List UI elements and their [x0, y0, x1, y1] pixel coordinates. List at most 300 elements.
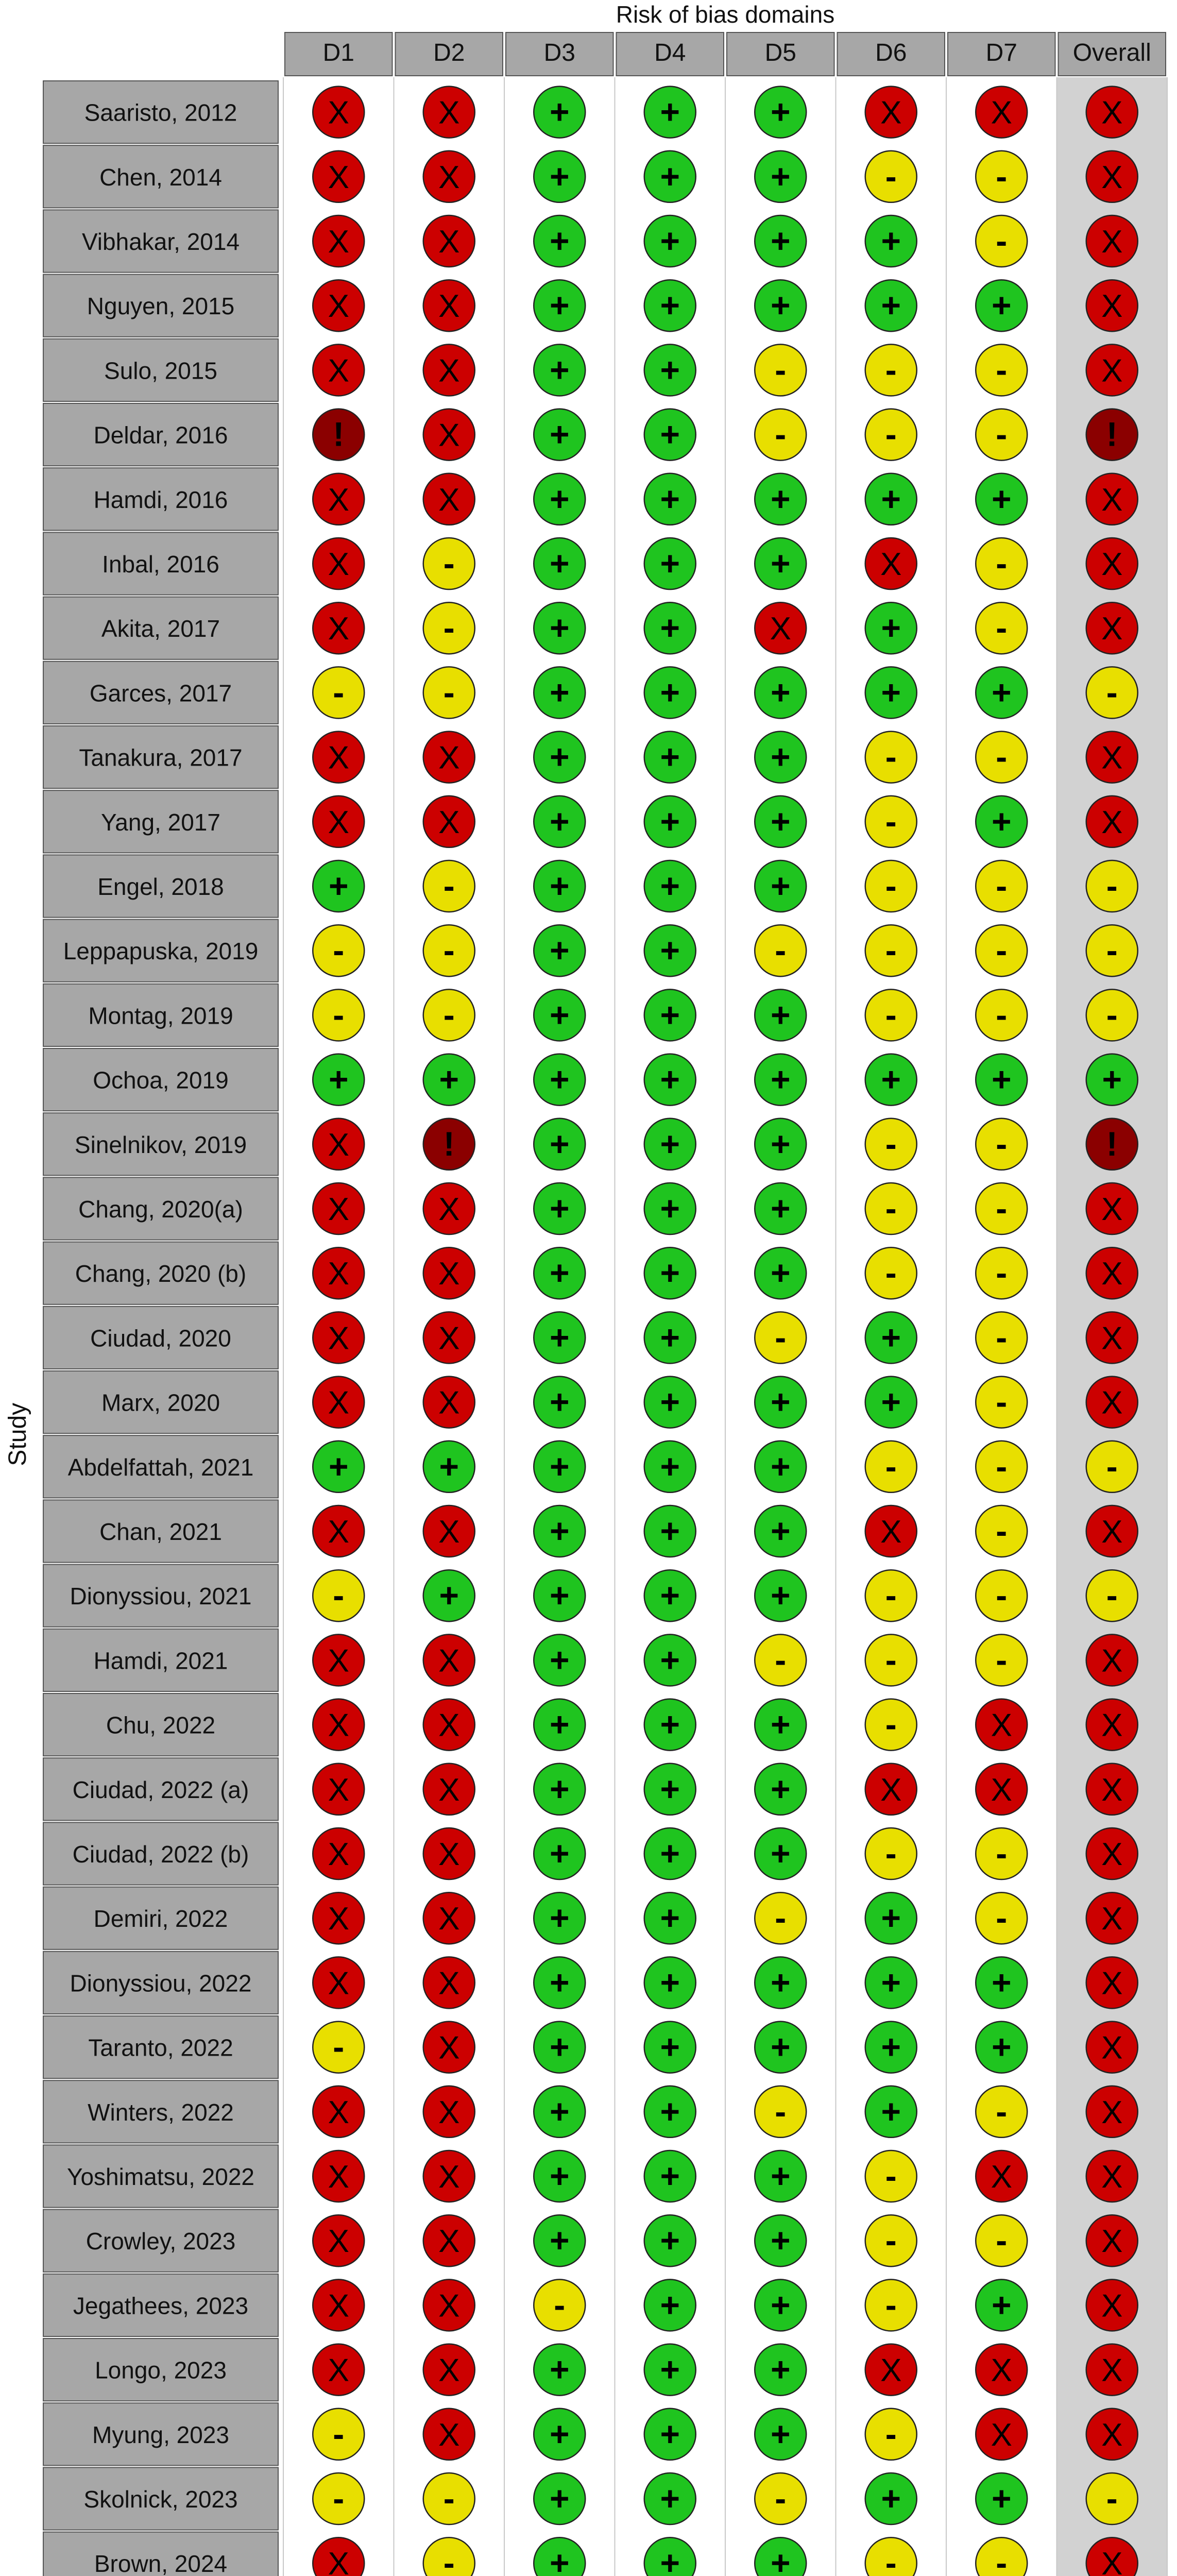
- judgement-symbol-serious: X: [328, 1707, 349, 1743]
- judgement-symbol-moderate: -: [996, 1124, 1008, 1163]
- judgement-symbol-serious: X: [328, 1514, 349, 1550]
- judgement-symbol-moderate: -: [554, 2285, 566, 2324]
- judgement-symbol-serious: X: [328, 1772, 349, 1808]
- column-header-d7: D7: [985, 39, 1017, 66]
- judgement-symbol-moderate: -: [775, 2092, 787, 2130]
- judgement-symbol-low: +: [660, 1640, 680, 1679]
- judgement-symbol-serious: X: [438, 1643, 460, 1679]
- judgement-symbol-low: +: [660, 2157, 680, 2195]
- study-label: Leppapuska, 2019: [63, 938, 259, 965]
- judgement-symbol-serious: X: [328, 1127, 349, 1163]
- judgement-symbol-moderate: -: [996, 350, 1008, 389]
- judgement-symbol-low: +: [660, 931, 680, 970]
- judgement-symbol-low: +: [770, 2544, 791, 2576]
- judgement-symbol-serious: X: [438, 289, 460, 325]
- judgement-symbol-low: +: [549, 1512, 570, 1550]
- judgement-symbol-low: +: [439, 1447, 459, 1485]
- judgement-symbol-low: +: [660, 995, 680, 1034]
- judgement-symbol-moderate: -: [996, 737, 1008, 776]
- judgement-symbol-low: +: [991, 802, 1012, 840]
- judgement-symbol-low: +: [660, 1447, 680, 1485]
- judgement-symbol-low: +: [770, 802, 791, 840]
- judgement-symbol-low: +: [660, 1705, 680, 1743]
- judgement-symbol-low: +: [770, 1512, 791, 1550]
- judgement-symbol-serious: X: [1101, 1901, 1123, 1937]
- judgement-symbol-serious: X: [991, 2159, 1012, 2195]
- judgement-symbol-moderate: -: [996, 222, 1008, 260]
- judgement-symbol-low: +: [660, 1576, 680, 1615]
- judgement-symbol-low: +: [549, 1640, 570, 1679]
- judgement-symbol-moderate: -: [775, 350, 787, 389]
- judgement-symbol-low: +: [770, 2414, 791, 2453]
- study-label: Montag, 2019: [88, 1002, 233, 1029]
- judgement-symbol-serious: X: [328, 482, 349, 518]
- study-label: Hamdi, 2021: [93, 1647, 228, 1674]
- judgement-symbol-serious: X: [1101, 2546, 1123, 2576]
- judgement-symbol-serious: X: [438, 1772, 460, 1808]
- judgement-symbol-low: +: [660, 1769, 680, 1808]
- judgement-symbol-low: +: [660, 544, 680, 582]
- column-header-d3: D3: [543, 39, 575, 66]
- judgement-symbol-moderate: -: [775, 931, 787, 970]
- study-label: Hamdi, 2016: [93, 486, 228, 513]
- judgement-symbol-serious: X: [1101, 2288, 1123, 2324]
- judgement-symbol-moderate: -: [885, 1576, 897, 1615]
- judgement-symbol-moderate: -: [775, 1640, 787, 1679]
- judgement-symbol-serious: X: [1101, 1707, 1123, 1743]
- judgement-symbol-serious: X: [438, 1514, 460, 1550]
- judgement-symbol-low: +: [770, 1253, 791, 1292]
- study-label: Crowley, 2023: [86, 2228, 236, 2255]
- judgement-symbol-low: +: [770, 1834, 791, 1872]
- judgement-symbol-serious: X: [328, 1256, 349, 1292]
- study-label: Chu, 2022: [106, 1711, 216, 1739]
- judgement-symbol-serious: X: [328, 804, 349, 840]
- judgement-symbol-moderate: -: [333, 931, 345, 970]
- judgement-symbol-low: +: [328, 1060, 349, 1098]
- judgement-symbol-serious: X: [438, 417, 460, 453]
- judgement-symbol-low: +: [549, 350, 570, 389]
- judgement-symbol-moderate: -: [333, 995, 345, 1034]
- judgement-symbol-moderate: -: [885, 867, 897, 905]
- judgement-symbol-serious: X: [991, 95, 1012, 131]
- judgement-symbol-moderate: -: [996, 1189, 1008, 1227]
- judgement-symbol-serious: X: [328, 1643, 349, 1679]
- judgement-symbol-serious: X: [438, 2352, 460, 2388]
- judgement-symbol-serious: X: [438, 1320, 460, 1357]
- judgement-symbol-serious: X: [1101, 1965, 1123, 2002]
- judgement-symbol-serious: X: [1101, 159, 1123, 195]
- judgement-symbol-moderate: -: [996, 1576, 1008, 1615]
- judgement-symbol-low: +: [660, 1963, 680, 2002]
- study-label: Winters, 2022: [88, 2098, 234, 2126]
- judgement-symbol-low: +: [549, 1963, 570, 2002]
- judgement-symbol-low: +: [660, 2350, 680, 2388]
- column-header-d1: D1: [322, 39, 354, 66]
- judgement-symbol-moderate: -: [885, 157, 897, 195]
- judgement-symbol-moderate: -: [885, 2285, 897, 2324]
- study-label: Yang, 2017: [101, 808, 220, 836]
- judgement-symbol-serious: X: [991, 2417, 1012, 2453]
- column-header-d6: D6: [875, 39, 907, 66]
- judgement-symbol-moderate: -: [885, 1447, 897, 1485]
- column-header-d5: D5: [764, 39, 796, 66]
- judgement-symbol-serious: X: [328, 1901, 349, 1937]
- judgement-symbol-serious: X: [328, 1192, 349, 1227]
- judgement-symbol-serious: X: [880, 1772, 902, 1808]
- judgement-symbol-serious: X: [438, 1837, 460, 1872]
- judgement-symbol-moderate: -: [443, 2544, 455, 2576]
- study-label: Ciudad, 2022 (b): [72, 1841, 249, 1868]
- study-label: Vibhakar, 2014: [81, 228, 240, 255]
- judgement-symbol-low: +: [770, 1124, 791, 1163]
- judgement-symbol-low: +: [660, 479, 680, 518]
- judgement-symbol-low: +: [660, 92, 680, 131]
- judgement-symbol-moderate: -: [996, 1382, 1008, 1421]
- judgement-symbol-serious: X: [880, 2352, 902, 2388]
- judgement-symbol-low: +: [549, 1769, 570, 1808]
- judgement-symbol-serious: X: [1101, 289, 1123, 325]
- judgement-symbol-serious: X: [328, 2288, 349, 2324]
- judgement-symbol-low: +: [549, 1060, 570, 1098]
- judgement-symbol-moderate: -: [885, 2221, 897, 2260]
- judgement-symbol-serious: X: [328, 740, 349, 776]
- judgement-symbol-low: +: [549, 608, 570, 647]
- column-header-d2: D2: [433, 39, 465, 66]
- judgement-symbol-moderate: -: [996, 1640, 1008, 1679]
- judgement-symbol-serious: X: [328, 2546, 349, 2576]
- judgement-symbol-serious: X: [438, 482, 460, 518]
- judgement-symbol-moderate: -: [1106, 995, 1118, 1034]
- judgement-symbol-low: +: [770, 544, 791, 582]
- judgement-symbol-serious: X: [438, 2288, 460, 2324]
- judgement-symbol-low: +: [991, 286, 1012, 325]
- judgement-symbol-serious: X: [438, 224, 460, 260]
- study-label: Dionyssiou, 2022: [70, 1970, 252, 1997]
- judgement-symbol-low: +: [881, 222, 901, 260]
- judgement-symbol-low: +: [660, 1512, 680, 1550]
- judgement-symbol-serious: X: [1101, 2159, 1123, 2195]
- study-label: Demiri, 2022: [93, 1905, 228, 1933]
- judgement-symbol-moderate: -: [996, 995, 1008, 1034]
- judgement-symbol-low: +: [991, 1963, 1012, 2002]
- study-label: Longo, 2023: [95, 2357, 227, 2384]
- judgement-symbol-moderate: -: [885, 2414, 897, 2453]
- judgement-symbol-low: +: [549, 1189, 570, 1227]
- judgement-symbol-moderate: -: [996, 544, 1008, 582]
- judgement-symbol-serious: X: [438, 740, 460, 776]
- judgement-symbol-serious: X: [438, 1965, 460, 2002]
- study-label: Dionyssiou, 2021: [70, 1583, 252, 1610]
- judgement-symbol-moderate: -: [885, 1834, 897, 1872]
- study-label: Saaristo, 2012: [84, 99, 237, 126]
- judgement-symbol-serious: X: [1101, 1772, 1123, 1808]
- judgement-symbol-low: +: [549, 2350, 570, 2388]
- judgement-symbol-critical: !: [1106, 1124, 1118, 1163]
- study-label: Taranto, 2022: [88, 2034, 233, 2061]
- study-label: Marx, 2020: [101, 1389, 220, 1416]
- judgement-symbol-low: +: [549, 1124, 570, 1163]
- study-label: Chen, 2014: [99, 163, 222, 191]
- judgement-symbol-low: +: [991, 479, 1012, 518]
- judgement-symbol-moderate: -: [443, 931, 455, 970]
- study-label: Garces, 2017: [89, 680, 232, 707]
- judgement-symbol-serious: X: [438, 2030, 460, 2066]
- judgement-symbol-serious: X: [328, 95, 349, 131]
- judgement-symbol-low: +: [770, 1060, 791, 1098]
- judgement-symbol-low: +: [881, 2092, 901, 2130]
- judgement-symbol-low: +: [1102, 1060, 1122, 1098]
- judgement-symbol-serious: X: [880, 547, 902, 582]
- judgement-symbol-low: +: [549, 2157, 570, 2195]
- judgement-symbol-moderate: -: [996, 2092, 1008, 2130]
- judgement-symbol-low: +: [549, 931, 570, 970]
- judgement-symbol-moderate: -: [775, 1899, 787, 1937]
- judgement-symbol-serious: X: [328, 224, 349, 260]
- judgement-symbol-serious: X: [1101, 2417, 1123, 2453]
- judgement-symbol-low: +: [660, 222, 680, 260]
- judgement-symbol-moderate: -: [885, 1705, 897, 1743]
- judgement-symbol-low: +: [660, 802, 680, 840]
- judgement-symbol-low: +: [770, 479, 791, 518]
- judgement-symbol-low: +: [660, 1060, 680, 1098]
- judgement-symbol-low: +: [770, 737, 791, 776]
- judgement-symbol-low: +: [770, 2285, 791, 2324]
- judgement-symbol-moderate: -: [333, 2414, 345, 2453]
- judgement-symbol-moderate: -: [443, 995, 455, 1034]
- judgement-symbol-low: +: [549, 2544, 570, 2576]
- judgement-symbol-moderate: -: [443, 2479, 455, 2517]
- judgement-symbol-low: +: [660, 867, 680, 905]
- judgement-symbol-low: +: [881, 1318, 901, 1357]
- judgement-symbol-low: +: [549, 1447, 570, 1485]
- judgement-symbol-low: +: [549, 867, 570, 905]
- judgement-symbol-moderate: -: [996, 608, 1008, 647]
- study-label: Ciudad, 2022 (a): [72, 1776, 249, 1803]
- judgement-symbol-low: +: [549, 479, 570, 518]
- judgement-symbol-low: +: [549, 995, 570, 1034]
- judgement-symbol-low: +: [660, 286, 680, 325]
- judgement-symbol-serious: X: [328, 1385, 349, 1421]
- judgement-symbol-serious: X: [1101, 740, 1123, 776]
- judgement-symbol-moderate: -: [1106, 673, 1118, 711]
- judgement-symbol-serious: X: [1101, 482, 1123, 518]
- study-label: Skolnick, 2023: [83, 2486, 238, 2513]
- judgement-symbol-low: +: [991, 2479, 1012, 2517]
- judgement-symbol-serious: X: [770, 611, 791, 647]
- judgement-symbol-low: +: [770, 2027, 791, 2066]
- judgement-symbol-low: +: [660, 157, 680, 195]
- judgement-symbol-low: +: [549, 2092, 570, 2130]
- judgement-symbol-low: +: [660, 2221, 680, 2260]
- study-label: Myung, 2023: [92, 2421, 229, 2448]
- judgement-symbol-serious: X: [328, 1837, 349, 1872]
- judgement-symbol-critical: !: [333, 415, 345, 453]
- judgement-symbol-low: +: [439, 1060, 459, 1098]
- judgement-symbol-serious: X: [328, 353, 349, 389]
- judgement-symbol-moderate: -: [996, 1253, 1008, 1292]
- judgement-symbol-low: +: [549, 802, 570, 840]
- judgement-symbol-moderate: -: [1106, 931, 1118, 970]
- judgement-symbol-low: +: [660, 2544, 680, 2576]
- judgement-symbol-moderate: -: [885, 1253, 897, 1292]
- study-label: Deldar, 2016: [93, 421, 228, 449]
- judgement-symbol-low: +: [549, 673, 570, 711]
- judgement-symbol-moderate: -: [443, 867, 455, 905]
- judgement-symbol-moderate: -: [885, 802, 897, 840]
- judgement-symbol-serious: X: [1101, 2224, 1123, 2260]
- judgement-symbol-serious: X: [1101, 1514, 1123, 1550]
- judgement-symbol-serious: X: [438, 353, 460, 389]
- judgement-symbol-serious: X: [438, 95, 460, 131]
- judgement-symbol-serious: X: [438, 1707, 460, 1743]
- judgement-symbol-serious: X: [991, 1707, 1012, 1743]
- judgement-symbol-serious: X: [1101, 804, 1123, 840]
- judgement-symbol-low: +: [660, 608, 680, 647]
- judgement-symbol-low: +: [660, 1318, 680, 1357]
- judgement-symbol-low: +: [770, 157, 791, 195]
- judgement-symbol-serious: X: [1101, 2094, 1123, 2130]
- judgement-symbol-serious: X: [1101, 1837, 1123, 1872]
- judgement-symbol-moderate: -: [996, 1899, 1008, 1937]
- judgement-symbol-moderate: -: [1106, 867, 1118, 905]
- judgement-symbol-serious: X: [328, 2224, 349, 2260]
- judgement-symbol-low: +: [881, 673, 901, 711]
- judgement-symbol-serious: X: [1101, 2352, 1123, 2388]
- judgement-symbol-serious: X: [438, 1256, 460, 1292]
- judgement-symbol-low: +: [881, 2027, 901, 2066]
- judgement-symbol-serious: X: [1101, 95, 1123, 131]
- judgement-symbol-serious: X: [328, 159, 349, 195]
- judgement-symbol-low: +: [770, 1769, 791, 1808]
- study-label: Sinelnikov, 2019: [74, 1131, 247, 1158]
- judgement-symbol-moderate: -: [996, 2544, 1008, 2576]
- judgement-symbol-low: +: [660, 1834, 680, 1872]
- judgement-symbol-low: +: [991, 2027, 1012, 2066]
- judgement-symbol-serious: X: [328, 289, 349, 325]
- judgement-symbol-low: +: [770, 1705, 791, 1743]
- judgement-symbol-low: +: [770, 1382, 791, 1421]
- judgement-symbol-moderate: -: [996, 1318, 1008, 1357]
- judgement-symbol-low: +: [881, 1899, 901, 1937]
- judgement-symbol-low: +: [770, 286, 791, 325]
- judgement-symbol-serious: X: [1101, 611, 1123, 647]
- judgement-symbol-low: +: [660, 2479, 680, 2517]
- study-label: Inbal, 2016: [102, 551, 219, 578]
- study-label: Sulo, 2015: [104, 357, 217, 384]
- judgement-symbol-low: +: [770, 995, 791, 1034]
- judgement-symbol-serious: X: [328, 1965, 349, 2002]
- judgement-symbol-low: +: [660, 1253, 680, 1292]
- judgement-symbol-serious: X: [438, 1901, 460, 1937]
- judgement-symbol-serious: X: [438, 1192, 460, 1227]
- judgement-symbol-serious: X: [880, 95, 902, 131]
- judgement-symbol-low: +: [660, 1189, 680, 1227]
- judgement-symbol-moderate: -: [775, 415, 787, 453]
- judgement-symbol-moderate: -: [885, 2157, 897, 2195]
- judgement-symbol-low: +: [549, 92, 570, 131]
- judgement-symbol-low: +: [549, 222, 570, 260]
- judgement-symbol-serious: X: [1101, 1643, 1123, 1679]
- judgement-symbol-low: +: [549, 1382, 570, 1421]
- judgement-symbol-low: +: [770, 673, 791, 711]
- judgement-symbol-serious: X: [328, 611, 349, 647]
- judgement-symbol-low: +: [439, 1576, 459, 1615]
- judgement-symbol-low: +: [549, 544, 570, 582]
- judgement-symbol-serious: X: [880, 1514, 902, 1550]
- study-label: Nguyen, 2015: [87, 293, 235, 320]
- judgement-symbol-low: +: [660, 2414, 680, 2453]
- judgement-symbol-low: +: [660, 737, 680, 776]
- judgement-symbol-low: +: [660, 1124, 680, 1163]
- judgement-symbol-low: +: [549, 157, 570, 195]
- judgement-symbol-low: +: [881, 1060, 901, 1098]
- study-label: Ciudad, 2020: [90, 1325, 231, 1352]
- judgement-symbol-low: +: [991, 1060, 1012, 1098]
- judgement-symbol-moderate: -: [443, 673, 455, 711]
- judgement-symbol-low: +: [770, 867, 791, 905]
- judgement-symbol-low: +: [881, 1963, 901, 2002]
- column-header-overall: Overall: [1072, 39, 1151, 66]
- judgement-symbol-low: +: [660, 415, 680, 453]
- judgement-symbol-low: +: [328, 867, 349, 905]
- judgement-symbol-low: +: [549, 737, 570, 776]
- judgement-symbol-moderate: -: [996, 1512, 1008, 1550]
- judgement-symbol-moderate: -: [1106, 1447, 1118, 1485]
- judgement-symbol-low: +: [881, 608, 901, 647]
- judgement-symbol-low: +: [660, 673, 680, 711]
- judgement-symbol-moderate: -: [885, 1640, 897, 1679]
- judgement-symbol-low: +: [549, 1899, 570, 1937]
- judgement-symbol-serious: X: [1101, 1256, 1123, 1292]
- judgement-symbol-low: +: [770, 92, 791, 131]
- judgement-symbol-moderate: -: [775, 1318, 787, 1357]
- judgement-symbol-low: +: [881, 286, 901, 325]
- judgement-symbol-low: +: [770, 1189, 791, 1227]
- judgement-symbol-low: +: [660, 1382, 680, 1421]
- judgement-symbol-low: +: [549, 286, 570, 325]
- judgement-symbol-low: +: [549, 1705, 570, 1743]
- study-label: Chang, 2020(a): [78, 1196, 243, 1223]
- judgement-symbol-low: +: [770, 1963, 791, 2002]
- study-label: Abdelfattah, 2021: [67, 1453, 254, 1481]
- judgement-symbol-low: +: [881, 2479, 901, 2517]
- judgement-symbol-low: +: [660, 2092, 680, 2130]
- judgement-symbol-serious: X: [1101, 224, 1123, 260]
- judgement-symbol-low: +: [549, 1834, 570, 1872]
- judgement-symbol-low: +: [328, 1447, 349, 1485]
- judgement-symbol-moderate: -: [443, 608, 455, 647]
- judgement-symbol-serious: X: [991, 1772, 1012, 1808]
- study-label: Ochoa, 2019: [93, 1066, 229, 1094]
- judgement-symbol-moderate: -: [996, 1834, 1008, 1872]
- y-axis-label: Study: [4, 1402, 31, 1466]
- judgement-symbol-moderate: -: [443, 544, 455, 582]
- judgement-symbol-moderate: -: [885, 2544, 897, 2576]
- judgement-symbol-low: +: [770, 2157, 791, 2195]
- judgement-symbol-moderate: -: [885, 1189, 897, 1227]
- judgement-symbol-moderate: -: [996, 157, 1008, 195]
- study-label: Akita, 2017: [101, 615, 220, 642]
- judgement-symbol-moderate: -: [885, 931, 897, 970]
- study-label: Brown, 2024: [94, 2550, 228, 2576]
- judgement-symbol-moderate: -: [775, 2479, 787, 2517]
- judgement-symbol-moderate: -: [885, 350, 897, 389]
- judgement-symbol-low: +: [549, 1576, 570, 1615]
- judgement-symbol-low: +: [770, 2350, 791, 2388]
- judgement-symbol-serious: X: [438, 1385, 460, 1421]
- judgement-symbol-low: +: [770, 2221, 791, 2260]
